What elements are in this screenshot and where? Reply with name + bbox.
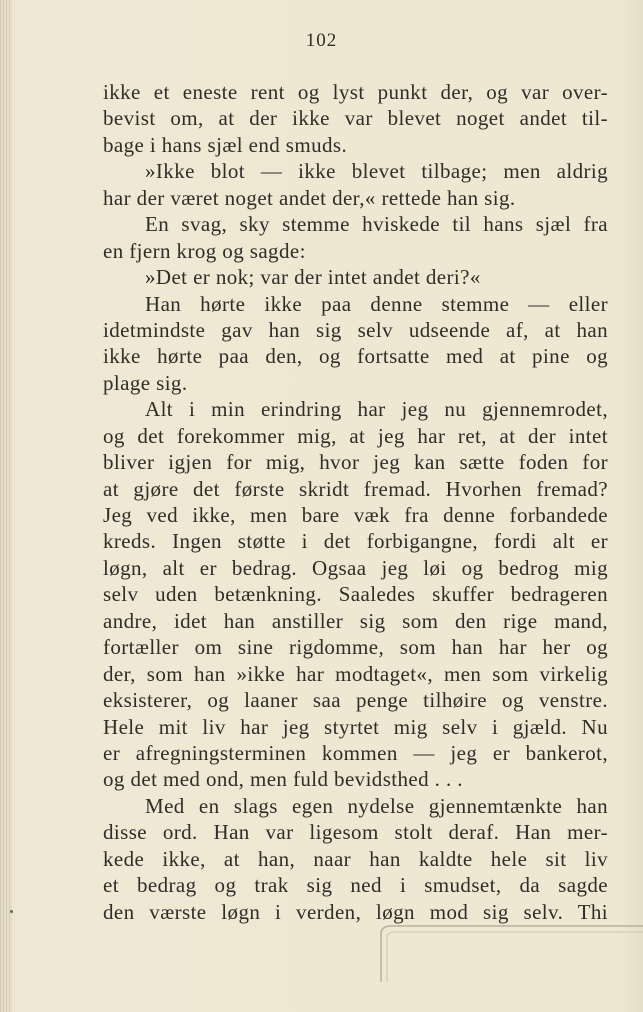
text-line: bevist om, at der ikke var blevet noget andet til- bbox=[103, 106, 608, 131]
paper-speck bbox=[10, 910, 13, 913]
text-line: er afregningsterminen kommen — jeg er bankerot, bbox=[103, 740, 608, 765]
text-line: bage i hans sjæl end smuds. bbox=[103, 132, 348, 157]
text-line: og det med ond, men fuld bevidsthed . . . bbox=[103, 767, 463, 792]
text-line: har der været noget andet der,« rettede han sig. bbox=[103, 185, 516, 210]
text-line: fortæller om sine rigdomme, som han har her og bbox=[103, 635, 608, 660]
text-line: En svag, sky stemme hviskede til hans sjæl fra bbox=[145, 212, 608, 237]
text-line: Han hørte ikke paa denne stemme — eller bbox=[145, 291, 608, 316]
text-line: kreds. Ingen støtte i det forbigangne, fordi alt er bbox=[103, 529, 608, 554]
text-line: »Ikke blot — ikke blevet tilbage; men aldrig bbox=[145, 159, 608, 184]
text-line: Jeg ved ikke, men bare væk fra denne forbandede bbox=[103, 503, 608, 527]
page-corner-edge-mark bbox=[375, 924, 643, 984]
text-line: plage sig. bbox=[103, 370, 188, 395]
page-number: 102 bbox=[305, 30, 338, 51]
text-line: disse ord. Han var ligesom stolt deraf. Han mer- bbox=[103, 820, 608, 845]
text-line: løgn, alt er bedrag. Ogsaa jeg løi og bedrog mig bbox=[103, 555, 608, 580]
text-line: et bedrag og trak sig ned i smudset, da sagde bbox=[103, 873, 608, 898]
text-line: en fjern krog og sagde: bbox=[103, 238, 306, 263]
text-line: »Det er nok; var der intet andet deri?« bbox=[145, 265, 481, 290]
text-line: den værste løgn i verden, løgn mod sig selv. Thi bbox=[103, 899, 608, 924]
text-line: ikke hørte paa den, og fortsatte med at pine og bbox=[103, 344, 608, 369]
text-line: at gjøre det første skridt fremad. Hvorhen fremad? bbox=[103, 476, 608, 501]
text-line: ikke et eneste rent og lyst punkt der, og var over- bbox=[103, 80, 608, 104]
text-line: eksisterer, og laaner saa penge tilhøire og venstre. bbox=[103, 688, 608, 713]
body-text bbox=[103, 79, 608, 925]
text-line: der, som han »ikke har modtaget«, men som virkelig bbox=[103, 661, 608, 686]
text-line: andre, idet han anstiller sig som den rige mand, bbox=[103, 608, 608, 633]
text-line: selv uden betænkning. Saaledes skuffer bedrageren bbox=[103, 582, 608, 607]
text-line: Hele mit liv har jeg styrtet mig selv i gjæld. Nu bbox=[103, 714, 608, 739]
text-line: idetmindste gav han sig selv udseende af, at han bbox=[103, 317, 608, 342]
text-line: kede ikke, at han, naar han kaldte hele sit liv bbox=[103, 846, 608, 871]
text-line: og det forekommer mig, at jeg har ret, at der intet bbox=[103, 423, 608, 448]
text-line: Med en slags egen nydelse gjennemtænkte han bbox=[145, 793, 608, 818]
text-line: Alt i min erindring har jeg nu gjennemrodet, bbox=[145, 397, 608, 422]
page-binding-edge bbox=[0, 0, 12, 1012]
text-line: bliver igjen for mig, hvor jeg kan sætte foden for bbox=[103, 450, 608, 475]
